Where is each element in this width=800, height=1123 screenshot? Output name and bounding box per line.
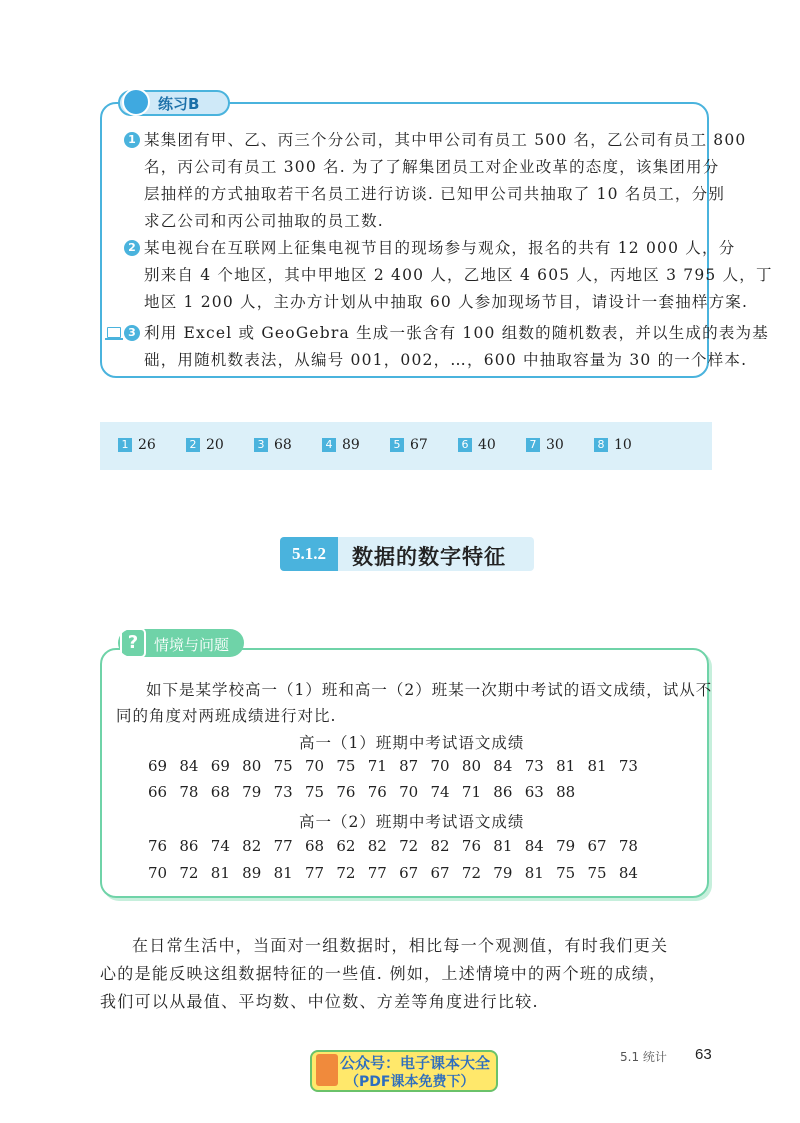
question-text: 某电视台在互联网上征集电视节目的现场参与观众，报名的共有 12 000 人，分	[144, 239, 736, 257]
question-number: 3	[124, 325, 140, 341]
score-row: 76 86 74 82 77 68 62 82 72 82 76 81 84 79 67 78	[148, 837, 638, 855]
answer-value: 30	[546, 437, 564, 453]
answer-value: 10	[614, 437, 632, 453]
section-title: 数据的数字特征	[352, 545, 506, 569]
question-text: 名，丙公司有员工 300 名. 为了了解集团员工对企业改革的态度，该集团用分	[144, 158, 720, 176]
answer-item	[322, 437, 360, 453]
answer-value: 68	[274, 437, 292, 453]
score-row: 66 78 68 79 73 75 76 76 70 74 71 86 63 88	[148, 783, 576, 801]
answer-item	[526, 437, 564, 453]
body-text: 在日常生活中，当面对一组数据时，相比每一个观测值，有时我们更关	[132, 936, 669, 955]
answer-value: 26	[138, 437, 156, 453]
watermark-line1: 公众号：电子课本大全	[340, 1054, 491, 1072]
footer-chapter: 5.1 统计	[620, 1050, 667, 1064]
body-text: 心的是能反映这组数据特征的一些值. 例如，上述情境中的两个班的成绩，	[100, 964, 667, 983]
answer-item	[458, 437, 496, 453]
question-text: 层抽样的方式抽取若干名员工进行访谈. 已知甲公司共抽取了 10 名员工，分别	[144, 185, 726, 203]
question-text: 求乙公司和丙公司抽取的员工数.	[144, 212, 384, 230]
practice-title: 练习B	[158, 95, 200, 113]
answer-item	[594, 437, 632, 453]
computer-icon	[107, 327, 121, 338]
answer-number: 2	[186, 438, 200, 452]
situation-title: 情境与问题	[154, 636, 230, 654]
answer-number: 7	[526, 438, 540, 452]
answer-number: 1	[118, 438, 132, 452]
answer-value: 67	[410, 437, 428, 453]
book-logo-icon	[316, 1054, 338, 1086]
question-text: 利用 Excel 或 GeoGebra 生成一张含有 100 组数的随机数表，并以生成的表为基	[144, 324, 769, 342]
situation-intro: 同的角度对两班成绩进行对比.	[116, 707, 337, 725]
section-number: 5.1.2	[280, 537, 338, 571]
answer-number: 8	[594, 438, 608, 452]
answer-item	[118, 437, 156, 453]
question-mark-icon: ?	[120, 628, 146, 658]
question-text: 某集团有甲、乙、丙三个分公司，其中甲公司有员工 500 名，乙公司有员工 800	[144, 131, 747, 149]
table-caption: 高一（1）班期中考试语文成绩	[299, 734, 525, 752]
question-number: 1	[124, 132, 140, 148]
answer-value: 20	[206, 437, 224, 453]
score-row: 69 84 69 80 75 70 75 71 87 70 80 84 73 81 81 73	[148, 757, 638, 775]
watermark-line2: （PDF课本免费下）	[345, 1074, 475, 1090]
table-caption: 高一（2）班期中考试语文成绩	[299, 813, 525, 831]
question-number: 2	[124, 240, 140, 256]
answer-number: 3	[254, 438, 268, 452]
answer-number: 6	[458, 438, 472, 452]
score-row: 70 72 81 89 81 77 72 77 67 67 72 79 81 75 75 84	[148, 864, 638, 882]
answer-value: 89	[342, 437, 360, 453]
situation-intro: 如下是某学校高一（1）班和高一（2）班某一次期中考试的语文成绩，试从不	[146, 681, 713, 699]
answer-item	[390, 437, 428, 453]
question-text: 础，用随机数表法，从编号 001，002，…，600 中抽取容量为 30 的一个样本.	[144, 351, 748, 369]
answer-number: 5	[390, 438, 404, 452]
answer-number: 4	[322, 438, 336, 452]
pen-icon	[122, 88, 150, 116]
page-number: 63	[695, 1046, 712, 1063]
body-text: 我们可以从最值、平均数、中位数、方差等角度进行比较.	[100, 992, 539, 1011]
answer-item	[254, 437, 292, 453]
question-text: 别来自 4 个地区，其中甲地区 2 400 人，乙地区 4 605 人，丙地区 3 795 人，丁	[144, 266, 773, 284]
question-text: 地区 1 200 人，主办方计划从中抽取 60 人参加现场节目，请设计一套抽样方案.	[144, 293, 749, 311]
answer-item	[186, 437, 224, 453]
answer-value: 40	[478, 437, 496, 453]
